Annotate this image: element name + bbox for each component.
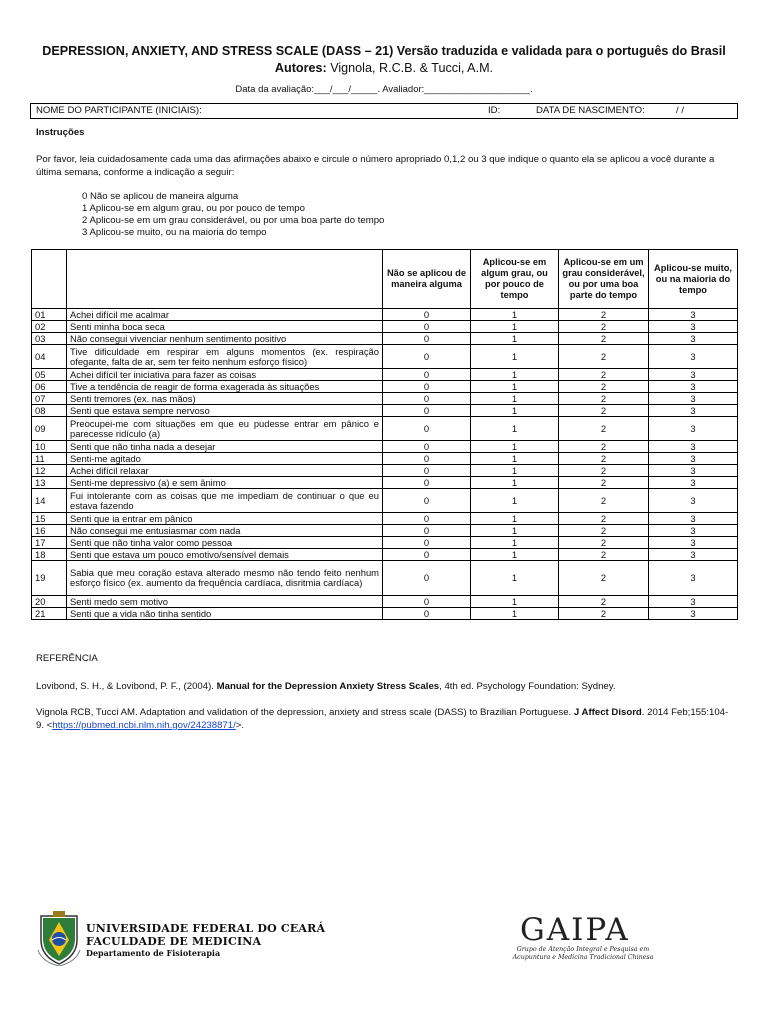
table-row (32, 608, 738, 620)
answer-option-3[interactable]: 3 (649, 549, 738, 561)
item-number: 14 (32, 489, 67, 513)
item-number: 18 (32, 549, 67, 561)
item-statement: Preocupei-me com situações em que eu pudesse entrar em pânico e parecesse ridículo (a) (67, 417, 383, 441)
table-row (32, 596, 738, 608)
item-statement: Senti-me agitado (67, 453, 383, 465)
answer-option-3[interactable]: 3 (649, 441, 738, 453)
instructions-heading: Instruções (36, 127, 85, 138)
item-number: 13 (32, 477, 67, 489)
answer-option-1[interactable]: 1 (471, 393, 559, 405)
item-number: 02 (32, 321, 67, 333)
pubmed-link[interactable]: https://pubmed.ncbi.nlm.nih.gov/24238871/ (52, 720, 236, 731)
item-number: 21 (32, 608, 67, 620)
scale-item-0: 0 Não se aplicou de maneira alguma (82, 191, 239, 202)
item-number: 20 (32, 596, 67, 608)
table-row (32, 345, 738, 369)
item-number: 11 (32, 453, 67, 465)
reference-2 (36, 706, 736, 732)
answer-option-3[interactable]: 3 (649, 561, 738, 596)
item-statement: Senti que estava sempre nervoso (67, 405, 383, 417)
table-row (32, 549, 738, 561)
dass-items-table (31, 249, 738, 620)
table-row (32, 369, 738, 381)
reference-2-journal: J Affect Disord (573, 707, 642, 718)
answer-option-2[interactable]: 2 (559, 453, 649, 465)
item-number: 05 (32, 369, 67, 381)
answer-option-2[interactable]: 2 (559, 369, 649, 381)
answer-option-1[interactable]: 1 (471, 309, 559, 321)
column-header-3: Aplicou-se muito, ou na maioria do tempo (649, 250, 738, 309)
answer-option-3[interactable]: 3 (649, 417, 738, 441)
item-number: 04 (32, 345, 67, 369)
reference-1 (36, 680, 736, 693)
answer-option-1[interactable]: 1 (471, 345, 559, 369)
answer-option-1[interactable]: 1 (471, 441, 559, 453)
table-row (32, 417, 738, 441)
answer-option-2[interactable]: 2 (559, 441, 649, 453)
answer-option-3[interactable]: 3 (649, 465, 738, 477)
answer-option-1[interactable]: 1 (471, 513, 559, 525)
answer-option-3[interactable]: 3 (649, 369, 738, 381)
item-number: 15 (32, 513, 67, 525)
reference-1-authors: Lovibond, S. H., & Lovibond, P. F., (2004). (36, 681, 217, 692)
item-statement: Senti-me depressivo (a) e sem ânimo (67, 477, 383, 489)
answer-option-2[interactable]: 2 (559, 477, 649, 489)
answer-option-1[interactable]: 1 (471, 465, 559, 477)
gaipa-subtitle-line-2: Acupuntura e Medicina Tradicional Chinesa (512, 954, 654, 961)
answer-option-2[interactable]: 2 (559, 393, 649, 405)
answer-option-1[interactable]: 1 (471, 561, 559, 596)
answer-option-0[interactable]: 0 (383, 333, 471, 345)
item-statement: Senti que a vida não tinha sentido (67, 608, 383, 620)
item-number: 10 (32, 441, 67, 453)
answer-option-1[interactable]: 1 (471, 525, 559, 537)
answer-option-2[interactable]: 2 (559, 489, 649, 513)
participant-id-label: ID: (488, 105, 501, 116)
table-row (32, 333, 738, 345)
item-statement: Tive a tendência de reagir de forma exagerada às situações (67, 381, 383, 393)
answer-option-0[interactable]: 0 (383, 513, 471, 525)
items-table-body (32, 309, 738, 620)
answer-option-1[interactable]: 1 (471, 596, 559, 608)
reference-1-title: Manual for the Depression Anxiety Stress Scales (216, 681, 440, 692)
answer-option-0[interactable]: 0 (383, 537, 471, 549)
birth-date-label: DATA DE NASCIMENTO: (536, 105, 645, 116)
item-number: 01 (32, 309, 67, 321)
participant-info-bar (30, 103, 738, 119)
reference-2-authors: Vignola RCB, Tucci AM. Adaptation and validation of the depression, anxiety and stress scale (DASS) to Brazilian Portuguese. (36, 707, 574, 718)
answer-option-0[interactable]: 0 (383, 369, 471, 381)
answer-option-2[interactable]: 2 (559, 513, 649, 525)
answer-option-0[interactable]: 0 (383, 561, 471, 596)
answer-option-0[interactable]: 0 (383, 309, 471, 321)
item-number: 12 (32, 465, 67, 477)
table-row (32, 489, 738, 513)
answer-option-0[interactable]: 0 (383, 453, 471, 465)
university-name-block (86, 922, 325, 958)
item-statement: Senti minha boca seca (67, 321, 383, 333)
item-statement: Senti que não tinha nada a desejar (67, 441, 383, 453)
table-row (32, 465, 738, 477)
gaipa-subtitle-line-1: Grupo de Atenção Integral e Pesquisa em (516, 946, 650, 953)
item-statement: Senti que ia entrar em pânico (67, 513, 383, 525)
item-statement: Senti que não tinha valor como pessoa (67, 537, 383, 549)
answer-option-0[interactable]: 0 (383, 549, 471, 561)
answer-option-3[interactable]: 3 (649, 537, 738, 549)
column-header-0: Não se aplicou de maneira alguma (383, 250, 471, 309)
item-number: 07 (32, 393, 67, 405)
table-row (32, 393, 738, 405)
instructions-text: Por favor, leia cuidadosamente cada uma das afirmações abaixo e circule o número apropriado 0,1,2 ou 3 que indique o quanto ela se aplicou a você durante a última semana, conforme a indicação a seguir: (36, 154, 715, 178)
answer-option-0[interactable]: 0 (383, 441, 471, 453)
answer-option-1[interactable]: 1 (471, 405, 559, 417)
table-row (32, 309, 738, 321)
answer-option-0[interactable]: 0 (383, 525, 471, 537)
university-crest-icon (36, 910, 82, 971)
answer-option-3[interactable]: 3 (649, 309, 738, 321)
answer-option-0[interactable]: 0 (383, 345, 471, 369)
answer-option-2[interactable]: 2 (559, 417, 649, 441)
answer-option-2[interactable]: 2 (559, 405, 649, 417)
authors-value: Vignola, R.C.B. & Tucci, A.M. (330, 61, 494, 75)
answer-option-2[interactable]: 2 (559, 381, 649, 393)
table-row (32, 525, 738, 537)
header-empty-cell (32, 250, 67, 309)
scale-item-3: 3 Aplicou-se muito, ou na maioria do tempo (82, 227, 267, 238)
item-number: 16 (32, 525, 67, 537)
answer-option-0[interactable]: 0 (383, 321, 471, 333)
table-row (32, 441, 738, 453)
answer-option-1[interactable]: 1 (471, 381, 559, 393)
scale-item-2: 2 Aplicou-se em um grau considerável, ou por uma boa parte do tempo (82, 215, 385, 226)
table-row (32, 321, 738, 333)
references-section (36, 652, 736, 745)
column-header-2: Aplicou-se em um grau considerável, ou por uma boa parte do tempo (559, 250, 649, 309)
item-statement: Achei difícil me acalmar (67, 309, 383, 321)
answer-option-0[interactable]: 0 (383, 477, 471, 489)
answer-option-1[interactable]: 1 (471, 477, 559, 489)
item-statement: Fui intolerante com as coisas que me impediam de continuar o que eu estava fazendo (67, 489, 383, 513)
answer-option-2[interactable]: 2 (559, 345, 649, 369)
reference-1-rest: , 4th ed. Psychology Foundation: Sydney. (439, 681, 616, 692)
table-header-row (32, 250, 738, 309)
table-row (32, 513, 738, 525)
column-header-1: Aplicou-se em algum grau, ou por pouco de tempo (471, 250, 559, 309)
answer-option-3[interactable]: 3 (649, 381, 738, 393)
answer-option-1[interactable]: 1 (471, 333, 559, 345)
document-title-block (0, 43, 768, 77)
faculty-name: FACULDADE DE MEDICINA (86, 935, 262, 948)
answer-option-0[interactable]: 0 (383, 393, 471, 405)
answer-option-2[interactable]: 2 (559, 537, 649, 549)
answer-option-3[interactable]: 3 (649, 393, 738, 405)
answer-option-0[interactable]: 0 (383, 596, 471, 608)
references-heading: REFERÊNCIA (36, 653, 98, 664)
rating-scale-legend (82, 191, 384, 239)
answer-option-0[interactable]: 0 (383, 465, 471, 477)
item-statement: Não consegui me entusiasmar com nada (67, 525, 383, 537)
department-name: Departamento de Fisioterapia (86, 948, 221, 958)
evaluation-date-line: Data da avaliação:___/___/_____. Avaliador:____________________. (235, 84, 533, 95)
answer-option-3[interactable]: 3 (649, 596, 738, 608)
answer-option-3[interactable]: 3 (649, 477, 738, 489)
participant-name-label: NOME DO PARTICIPANTE (INICIAIS): (36, 105, 202, 116)
item-number: 08 (32, 405, 67, 417)
answer-option-0[interactable]: 0 (383, 417, 471, 441)
answer-option-2[interactable]: 2 (559, 321, 649, 333)
answer-option-3[interactable]: 3 (649, 513, 738, 525)
item-number: 19 (32, 561, 67, 596)
item-statement: Senti que estava um pouco emotivo/sensível demais (67, 549, 383, 561)
answer-option-2[interactable]: 2 (559, 561, 649, 596)
item-statement: Senti medo sem motivo (67, 596, 383, 608)
answer-option-3[interactable]: 3 (649, 489, 738, 513)
answer-option-1[interactable]: 1 (471, 608, 559, 620)
item-statement: Tive dificuldade em respirar em alguns momentos (ex. respiração ofegante, falta de ar, sem ter feito nenhum esforço físico) (67, 345, 383, 369)
answer-option-0[interactable]: 0 (383, 608, 471, 620)
answer-option-1[interactable]: 1 (471, 549, 559, 561)
item-statement: Achei difícil ter iniciativa para fazer as coisas (67, 369, 383, 381)
answer-option-2[interactable]: 2 (559, 608, 649, 620)
document-title: DEPRESSION, ANXIETY, AND STRESS SCALE (DASS – 21) Versão traduzida e validada para o português do Brasil (42, 44, 726, 58)
answer-option-3[interactable]: 3 (649, 345, 738, 369)
gaipa-logo (498, 912, 668, 972)
answer-option-1[interactable]: 1 (471, 537, 559, 549)
answer-option-3[interactable]: 3 (649, 405, 738, 417)
answer-option-1[interactable]: 1 (471, 489, 559, 513)
table-row (32, 477, 738, 489)
header-empty-cell (67, 250, 383, 309)
reference-2-end: >. (235, 720, 245, 731)
item-statement: Senti tremores (ex. nas mãos) (67, 393, 383, 405)
answer-option-0[interactable]: 0 (383, 405, 471, 417)
answer-option-1[interactable]: 1 (471, 453, 559, 465)
answer-option-0[interactable]: 0 (383, 381, 471, 393)
item-number: 06 (32, 381, 67, 393)
answer-option-3[interactable]: 3 (649, 333, 738, 345)
answer-option-2[interactable]: 2 (559, 596, 649, 608)
item-number: 09 (32, 417, 67, 441)
answer-option-2[interactable]: 2 (559, 465, 649, 477)
answer-option-1[interactable]: 1 (471, 417, 559, 441)
answer-option-3[interactable]: 3 (649, 321, 738, 333)
item-statement: Achei difícil relaxar (67, 465, 383, 477)
gaipa-logo-subtitle (500, 946, 666, 962)
answer-option-3[interactable]: 3 (649, 525, 738, 537)
item-number: 03 (32, 333, 67, 345)
authors-label: Autores: (274, 61, 327, 75)
item-statement: Sabia que meu coração estava alterado mesmo não tendo feito nenhum esforço físico (ex. aumento da frequência cardíaca, disritmia cardíaca) (67, 561, 383, 596)
scale-item-1: 1 Aplicou-se em algum grau, ou por pouco de tempo (82, 203, 305, 214)
answer-option-1[interactable]: 1 (471, 369, 559, 381)
answer-option-2[interactable]: 2 (559, 549, 649, 561)
item-statement: Não consegui vivenciar nenhum sentimento positivo (67, 333, 383, 345)
table-row (32, 453, 738, 465)
answer-option-1[interactable]: 1 (471, 321, 559, 333)
answer-option-2[interactable]: 2 (559, 309, 649, 321)
answer-option-3[interactable]: 3 (649, 608, 738, 620)
item-number: 17 (32, 537, 67, 549)
table-row (32, 561, 738, 596)
answer-option-2[interactable]: 2 (559, 333, 649, 345)
answer-option-0[interactable]: 0 (383, 489, 471, 513)
birth-date-slashes: / / (676, 105, 684, 116)
table-row (32, 405, 738, 417)
answer-option-2[interactable]: 2 (559, 525, 649, 537)
table-row (32, 537, 738, 549)
university-name: UNIVERSIDADE FEDERAL DO CEARÁ (86, 922, 326, 935)
document-authors (0, 60, 768, 77)
gaipa-logo-word: GAIPA (520, 912, 630, 948)
answer-option-3[interactable]: 3 (649, 453, 738, 465)
table-row (32, 381, 738, 393)
reference-2-rest: . 2014 Feb;155:104-9. < (36, 707, 729, 731)
